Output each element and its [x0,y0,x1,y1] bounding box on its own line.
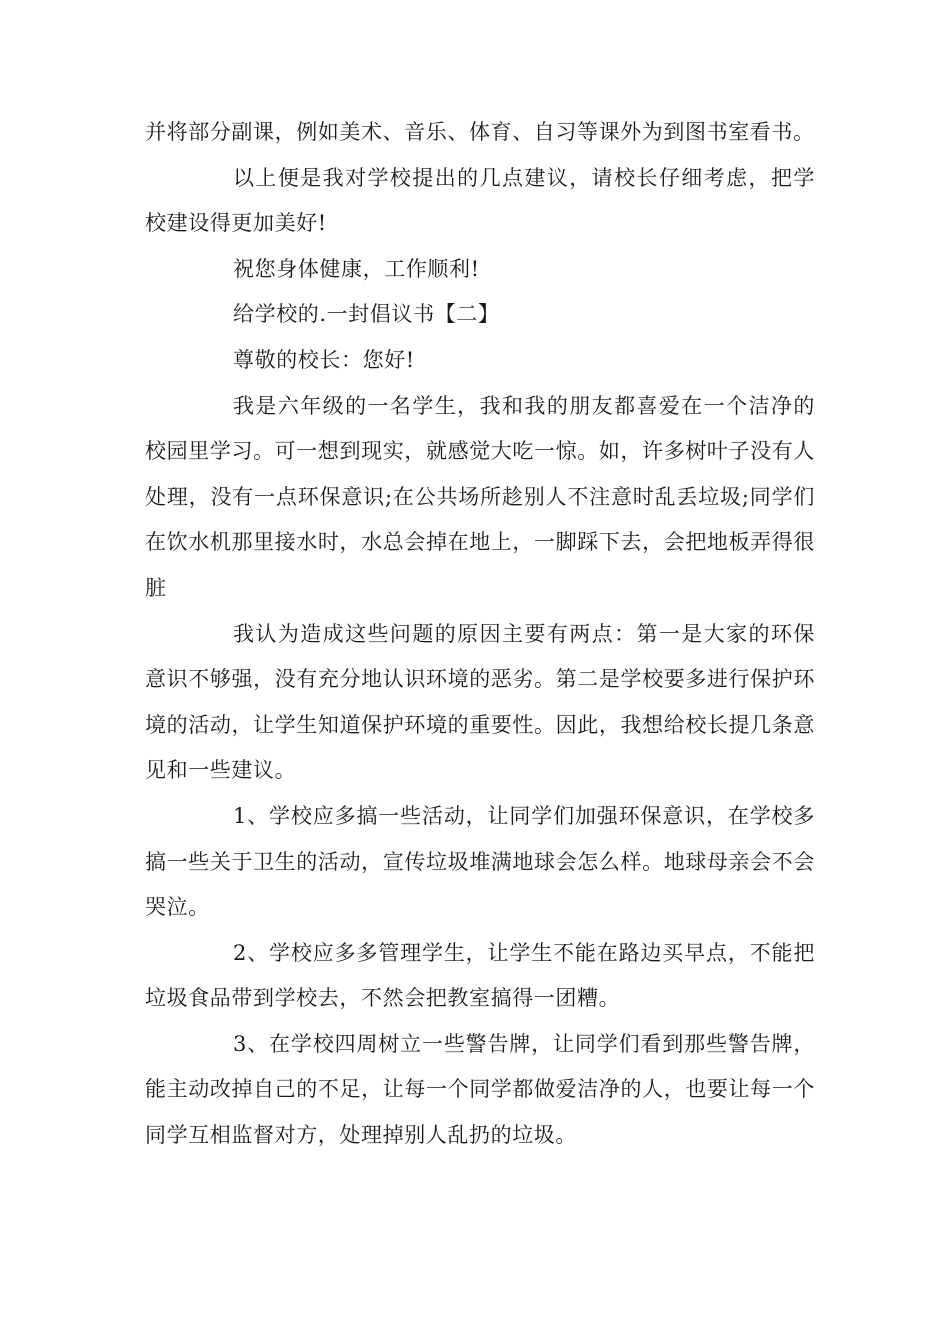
paragraph-1: 并将部分副课，例如美术、音乐、体育、自习等课外为到图书室看书。 [145,120,815,144]
suggestion-2: 2、学校应多多管理学生，让学生不能在路边买早点，不能把垃圾食品带到学校去，不然会把教室搞得一团糟。 [145,940,815,1011]
paragraph-3: 祝您身体健康，工作顺利! [233,256,480,281]
paragraph-7: 我认为造成这些问题的原因主要有两点：第一是大家的环保意识不够强，没有充分地认识环境的恶劣。第二是学校要多进行保护环境的活动，让学生知道保护环境的重要性。因此，我想给校长提几条意见和一些建议。 [145,621,815,783]
suggestion-3: 3、在学校四周树立一些警告牌，让同学们看到那些警告牌，能主动改掉自己的不足，让每一个同学都做爱洁净的人，也要让每一个同学互相监督对方，处理掉别人乱扔的垃圾。 [145,1031,815,1148]
section-heading: 给学校的.一封倡议书【二】 [233,302,500,327]
suggestion-1: 1、学校应多搞一些活动，让同学们加强环保意识，在学校多搞一些关于卫生的活动，宣传垃圾堆满地球会怎么样。地球母亲会不会哭泣。 [145,803,815,920]
paragraph-2: 以上便是我对学校提出的几点建议，请校长仔细考虑，把学校建设得更加美好! [145,165,815,236]
document-body [145,110,815,1159]
salutation: 尊敬的校长：您好! [233,347,415,372]
paragraph-6: 我是六年级的一名学生，我和我的朋友都喜爱在一个洁净的校园里学习。可一想到现实，就感觉大吃一惊。如，许多树叶子没有人处理，没有一点环保意识;在公共场所趁别人不注意时乱丢垃圾;同学们在饮水机那里接水时，水总会掉在地上，一脚踩下去，会把地板弄得很脏 [145,393,815,600]
